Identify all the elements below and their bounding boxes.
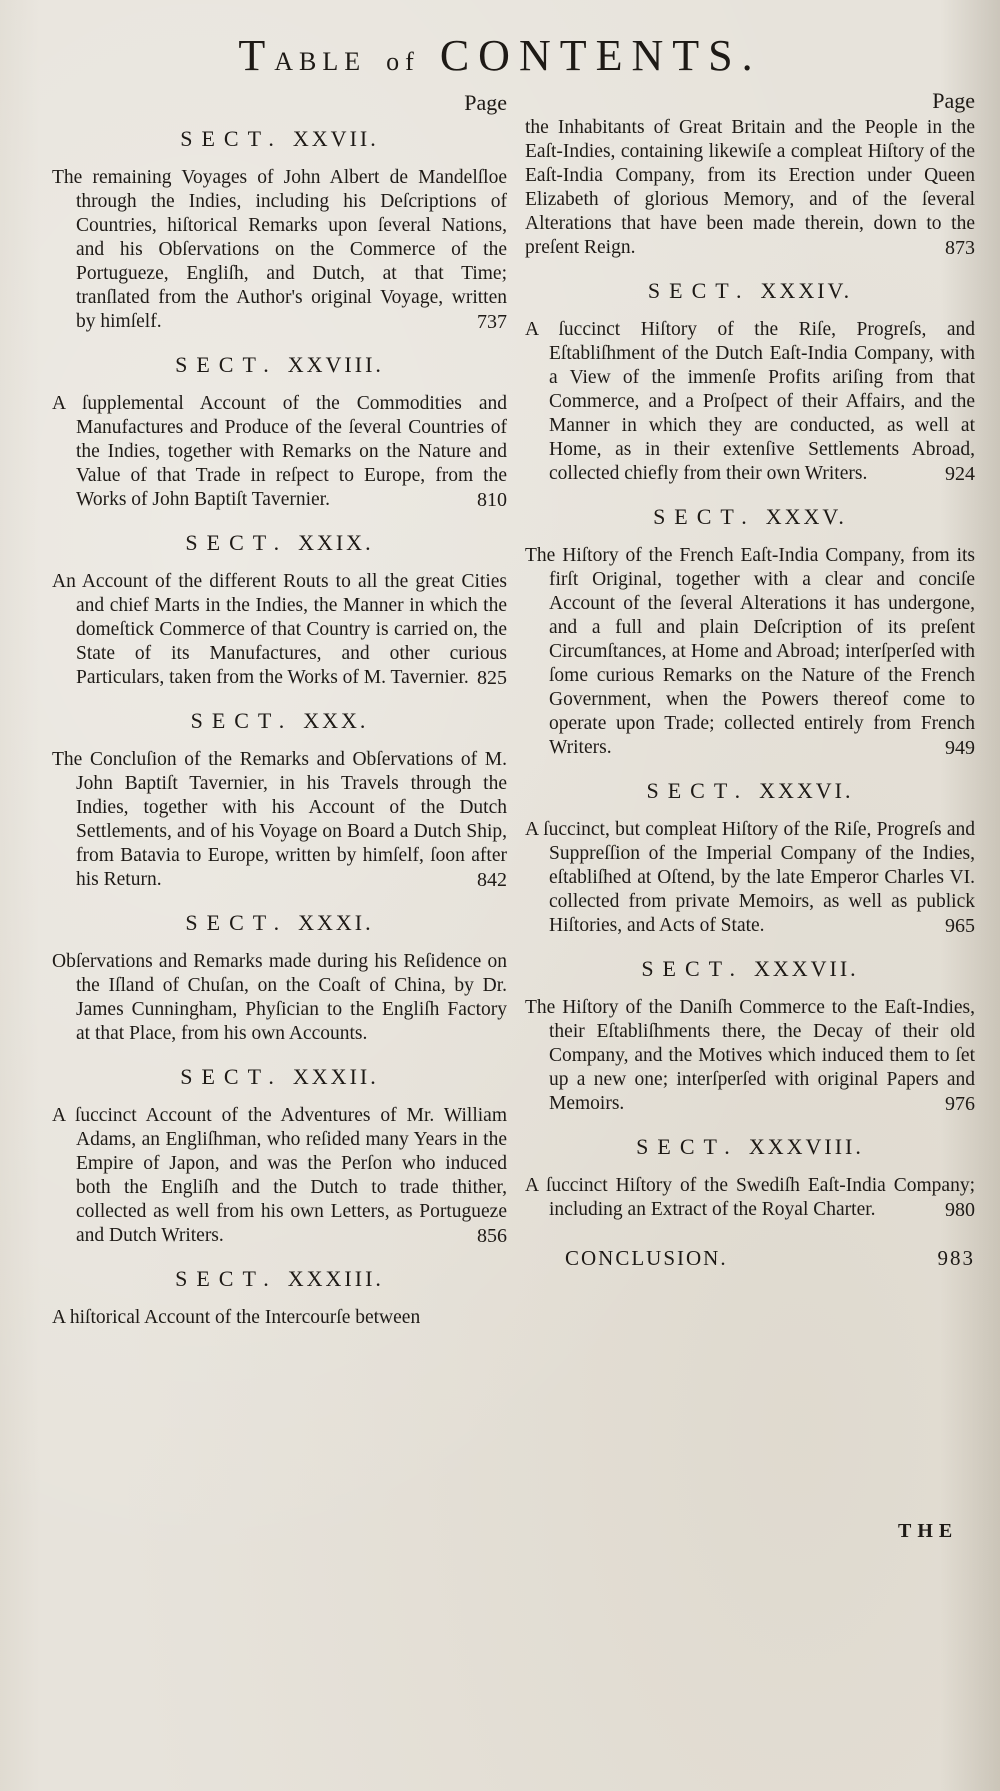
toc-entry [52, 748, 507, 892]
sect-word: SECT. [185, 910, 289, 935]
section-heading [525, 278, 975, 304]
entry-page-number: 873 [945, 237, 975, 259]
sect-number: XXXV. [765, 504, 847, 529]
entry-text: A ſuccinct, but compleat Hiſtory of the Riſe, Progreſs and Suppreſſion of the Imperial Company of the Indies, eſtabliſhed at Oſtend, by the late Emperor Charles VI. collected from private Memoirs, as well as publick Hiſtories, and Acts of State. [525, 819, 975, 936]
entry-page-number: 965 [945, 915, 975, 937]
right-column [525, 88, 975, 1271]
sect-number: XXX. [303, 708, 369, 733]
continuation-entry [525, 116, 975, 260]
section-heading [525, 504, 975, 530]
sect-number: XXXII. [292, 1064, 379, 1089]
entry-text: An Account of the different Routs to all the great Cities and chief Marts in the Indies, the Manner in which the domeſtick Commerce of that Country is carried on, the State of its Manufactures, and other curious Particulars, taken from the Works of M. Tavernier. [52, 571, 507, 688]
sect-word: SECT. [175, 1266, 278, 1291]
toc-entry [525, 996, 975, 1116]
sect-word: SECT. [180, 1064, 283, 1089]
entry-page-number: 856 [477, 1225, 507, 1247]
toc-entry [52, 1104, 507, 1248]
sect-word: SECT. [653, 504, 756, 529]
toc-entry [52, 1306, 507, 1330]
sect-word: SECT. [185, 530, 289, 555]
sect-number: XXXVIII. [748, 1134, 864, 1159]
page-label-right: Page [932, 88, 975, 113]
sect-number: XXXI. [298, 910, 374, 935]
section-heading [52, 352, 507, 378]
entry-text: A ſupplemental Account of the Commodities and Manufactures and Produce of the ſeveral Countries of the Indies, together with Remarks on the Nature and Value of that Trade in reſpect to Europe, from the Works of John Baptiſt Tavernier. [52, 393, 507, 510]
sect-word: SECT. [190, 708, 294, 733]
entry-page-number: 976 [945, 1093, 975, 1115]
sect-number: XXVIII. [287, 352, 384, 377]
title-of: of [386, 47, 420, 76]
sect-word: SECT. [647, 278, 751, 303]
entry-page-number: 842 [477, 869, 507, 891]
entry-text: The Hiſtory of the French Eaſt-India Company, from its firſt Original, together with a clear and conciſe Account of the ſeveral Alterations it has undergone, and a full and plain Deſcription of its preſent Circumſtances, at Home and Abroad; interſperſed with ſome curious Remarks on the Nature of the French Government, when the Powers thereof come to operate upon Trade; collected entirely from French Writers. [525, 545, 975, 758]
toc-entry [52, 392, 507, 512]
entry-page-number: 825 [477, 667, 507, 689]
sect-number: XXXVI. [759, 778, 854, 803]
entry-page-number: 924 [945, 463, 975, 485]
conclusion-label: CONCLUSION. [565, 1246, 728, 1270]
entry-page-number: 810 [477, 489, 507, 511]
section-heading [52, 126, 507, 152]
toc-entry [525, 1174, 975, 1222]
entry-text: The Hiſtory of the Daniſh Commerce to the Eaſt-Indies, their Eſtabliſhments there, the Decay of their old Company, and the Motives which induced them to ſet up a new one; interſperſed with original Papers and Memoirs. [525, 997, 975, 1114]
entry-page-number: 980 [945, 1199, 975, 1221]
section-heading [52, 530, 507, 556]
sect-number: XXXIV. [760, 278, 853, 303]
entry-text: A ſuccinct Hiſtory of the Riſe, Progreſs, and Eſtabliſhment of the Dutch Eaſt-India Company, with a View of the immenſe Profits ariſing from that Commerce, and a Proſpect of their Affairs, and the Manner in which they are conducted, as well at Home, as in their extenſive Settlements Abroad, collected chiefly from their own Writers. [525, 319, 975, 484]
sect-word: SECT. [175, 352, 278, 377]
sect-number: XXVII. [292, 126, 379, 151]
sect-word: SECT. [636, 1134, 739, 1159]
toc-entry [525, 818, 975, 938]
entry-page-number: 949 [945, 737, 975, 759]
section-heading [52, 708, 507, 734]
toc-entry [525, 544, 975, 760]
sect-number: XXXIII. [287, 1266, 384, 1291]
entry-text: Obſervations and Remarks made during his Reſidence on the Iſland of Chuſan, on the Coaſt of China, by Dr. James Cunningham, Phyſician to the Engliſh Factory at that Place, from his own Accounts. [52, 951, 507, 1044]
entry-text: A ſuccinct Account of the Adventures of Mr. William Adams, an Engliſhman, who reſided many Years in the Empire of Japon, and was the Perſon who induced both the Engliſh and the Dutch to trade thither, collected as well from his own Letters, as Portugueze and Dutch Writers. [52, 1105, 507, 1246]
page-label-left: Page [464, 90, 507, 115]
sect-word: SECT. [646, 778, 750, 803]
section-heading [525, 1134, 975, 1160]
title-initial: T [238, 31, 275, 80]
toc-entry [525, 318, 975, 486]
conclusion-entry [565, 1246, 975, 1271]
toc-entry [52, 950, 507, 1046]
page-title [0, 30, 1000, 81]
sect-word: SECT. [641, 956, 744, 981]
toc-entry [52, 570, 507, 690]
section-heading [525, 956, 975, 982]
catchword: THE [898, 1520, 959, 1542]
toc-entry [52, 166, 507, 334]
entry-text: A ſuccinct Hiſtory of the Swediſh Eaſt-India Company; including an Extract of the Royal Charter. [525, 1175, 975, 1220]
section-heading [525, 778, 975, 804]
section-heading [52, 1064, 507, 1090]
conclusion-page-number: 983 [937, 1246, 975, 1270]
title-main: CONTENTS. [439, 31, 762, 80]
left-column [52, 90, 507, 1348]
sect-number: XXIX. [298, 530, 374, 555]
entry-text: the Inhabitants of Great Britain and the People in the Eaſt-Indies, containing likewiſe a compleat Hiſtory of the Eaſt-India Company, from its Erection under Queen Elizabeth of glorious Memory, and of the ſeveral Alterations that have been made therein, down to the preſent Reign. [525, 117, 975, 258]
sect-number: XXXVII. [753, 956, 859, 981]
entry-text: A hiſtorical Account of the Intercourſe between [52, 1307, 421, 1328]
sect-word: SECT. [180, 126, 283, 151]
entry-text: The remaining Voyages of John Albert de Mandelſloe through the Indies, including his Deſcriptions of Countries, hiſtorical Remarks upon ſeveral Nations, and his Obſervations on the Commerce of the Portugueze, Engliſh, and Dutch, at that Time; tranſlated from the Author's original Voyage, written by himſelf. [52, 167, 507, 332]
entry-text: The Concluſion of the Remarks and Obſervations of M. John Baptiſt Tavernier, in his Travels through the Indies, together with his Account of the Dutch Settlements, and of his Voyage on Board a Dutch Ship, from Batavia to Europe, written by himſelf, ſoon after his Return. [52, 749, 507, 890]
title-small-caps: ABLE [274, 47, 367, 76]
section-heading [52, 910, 507, 936]
entry-page-number: 737 [477, 311, 507, 333]
section-heading [52, 1266, 507, 1292]
